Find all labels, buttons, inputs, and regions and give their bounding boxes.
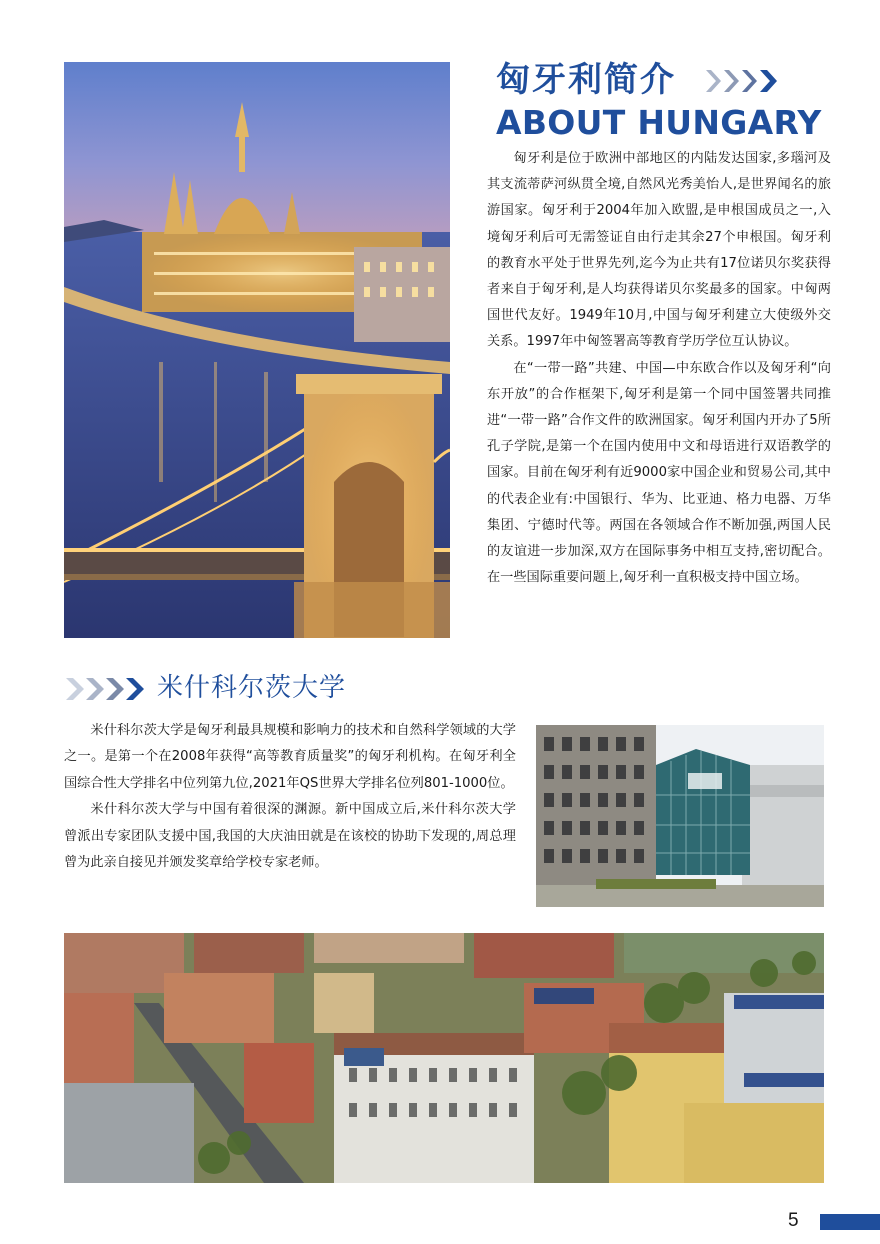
city-aerial-photo [64,933,824,1183]
university-intro-text [64,718,516,876]
hungary-paragraph-2: 在“一带一路”共建、中国—中东欧合作以及匈牙利“向东开放”的合作框架下,匈牙利是第一个同中国签署共同推进“一带一路”合作文件的欧洲国家。匈牙利国内开办了5所孔子学院,是第一个在国内使用中文和母语进行双语教学的国家。目前在匈牙利有近9000家中国企业和贸易公司,其中的代表企业有:中国银行、华为、比亚迪、格力电器、万华集团、宁德时代等。两国在各领域合作不断加强,两国人民的友谊进一步加深,双方在国际事务中相互支持,密切配合。在一些国际重要问题上,匈牙利一直积极支持中国立场。 [487,360,831,586]
chevrons-right-icon [64,674,146,704]
footer-accent-bar [820,1214,880,1230]
hungary-title-cn: 匈牙利简介 [496,60,676,100]
university-paragraph-1: 米什科尔茨大学是匈牙利最具规模和影响力的技术和自然科学领域的大学之一。是第一个在2008年获得“高等教育质量奖”的匈牙利机构。在匈牙利全国综合性大学排名中位列第九位,2021年QS世界大学排名位列801-1000位。 [64,723,516,791]
hungary-intro-text [487,146,831,591]
university-paragraph-2: 米什科尔茨大学与中国有着很深的渊源。新中国成立后,米什科尔茨大学曾派出专家团队支援中国,我国的大庆油田就是在该校的协助下发现的,周总理曾为此亲自接见并颁发奖章给学校专家老师。 [64,802,516,871]
city-aerial-illustration [64,933,824,1183]
university-building-photo [536,725,824,907]
budapest-night-illustration [64,62,450,638]
hungary-title-en: ABOUT HUNGARY [496,103,822,142]
university-title: 米什科尔茨大学 [157,673,347,703]
budapest-night-photo [64,62,450,638]
hungary-paragraph-1: 匈牙利是位于欧洲中部地区的内陆发达国家,多瑙河及其支流蒂萨河纵贯全境,自然风光秀美怡人,是世界闻名的旅游国家。匈牙利于2004年加入欧盟,是申根国成员之一,入境匈牙利后可无需签证自由行走其余27个申根国。匈牙利的教育水平处于世界先列,迄今为止共有17位诺贝尔奖获得者来自于匈牙利,是人均获得诺贝尔奖最多的国家。中匈两国世代友好。1949年10月,中国与匈牙利建立大使级外交关系。1997年中匈签署高等教育学历学位互认协议。 [487,151,831,350]
university-building-illustration [536,725,824,907]
page-number: 5 [788,1210,799,1231]
chevrons-right-icon [704,66,784,96]
